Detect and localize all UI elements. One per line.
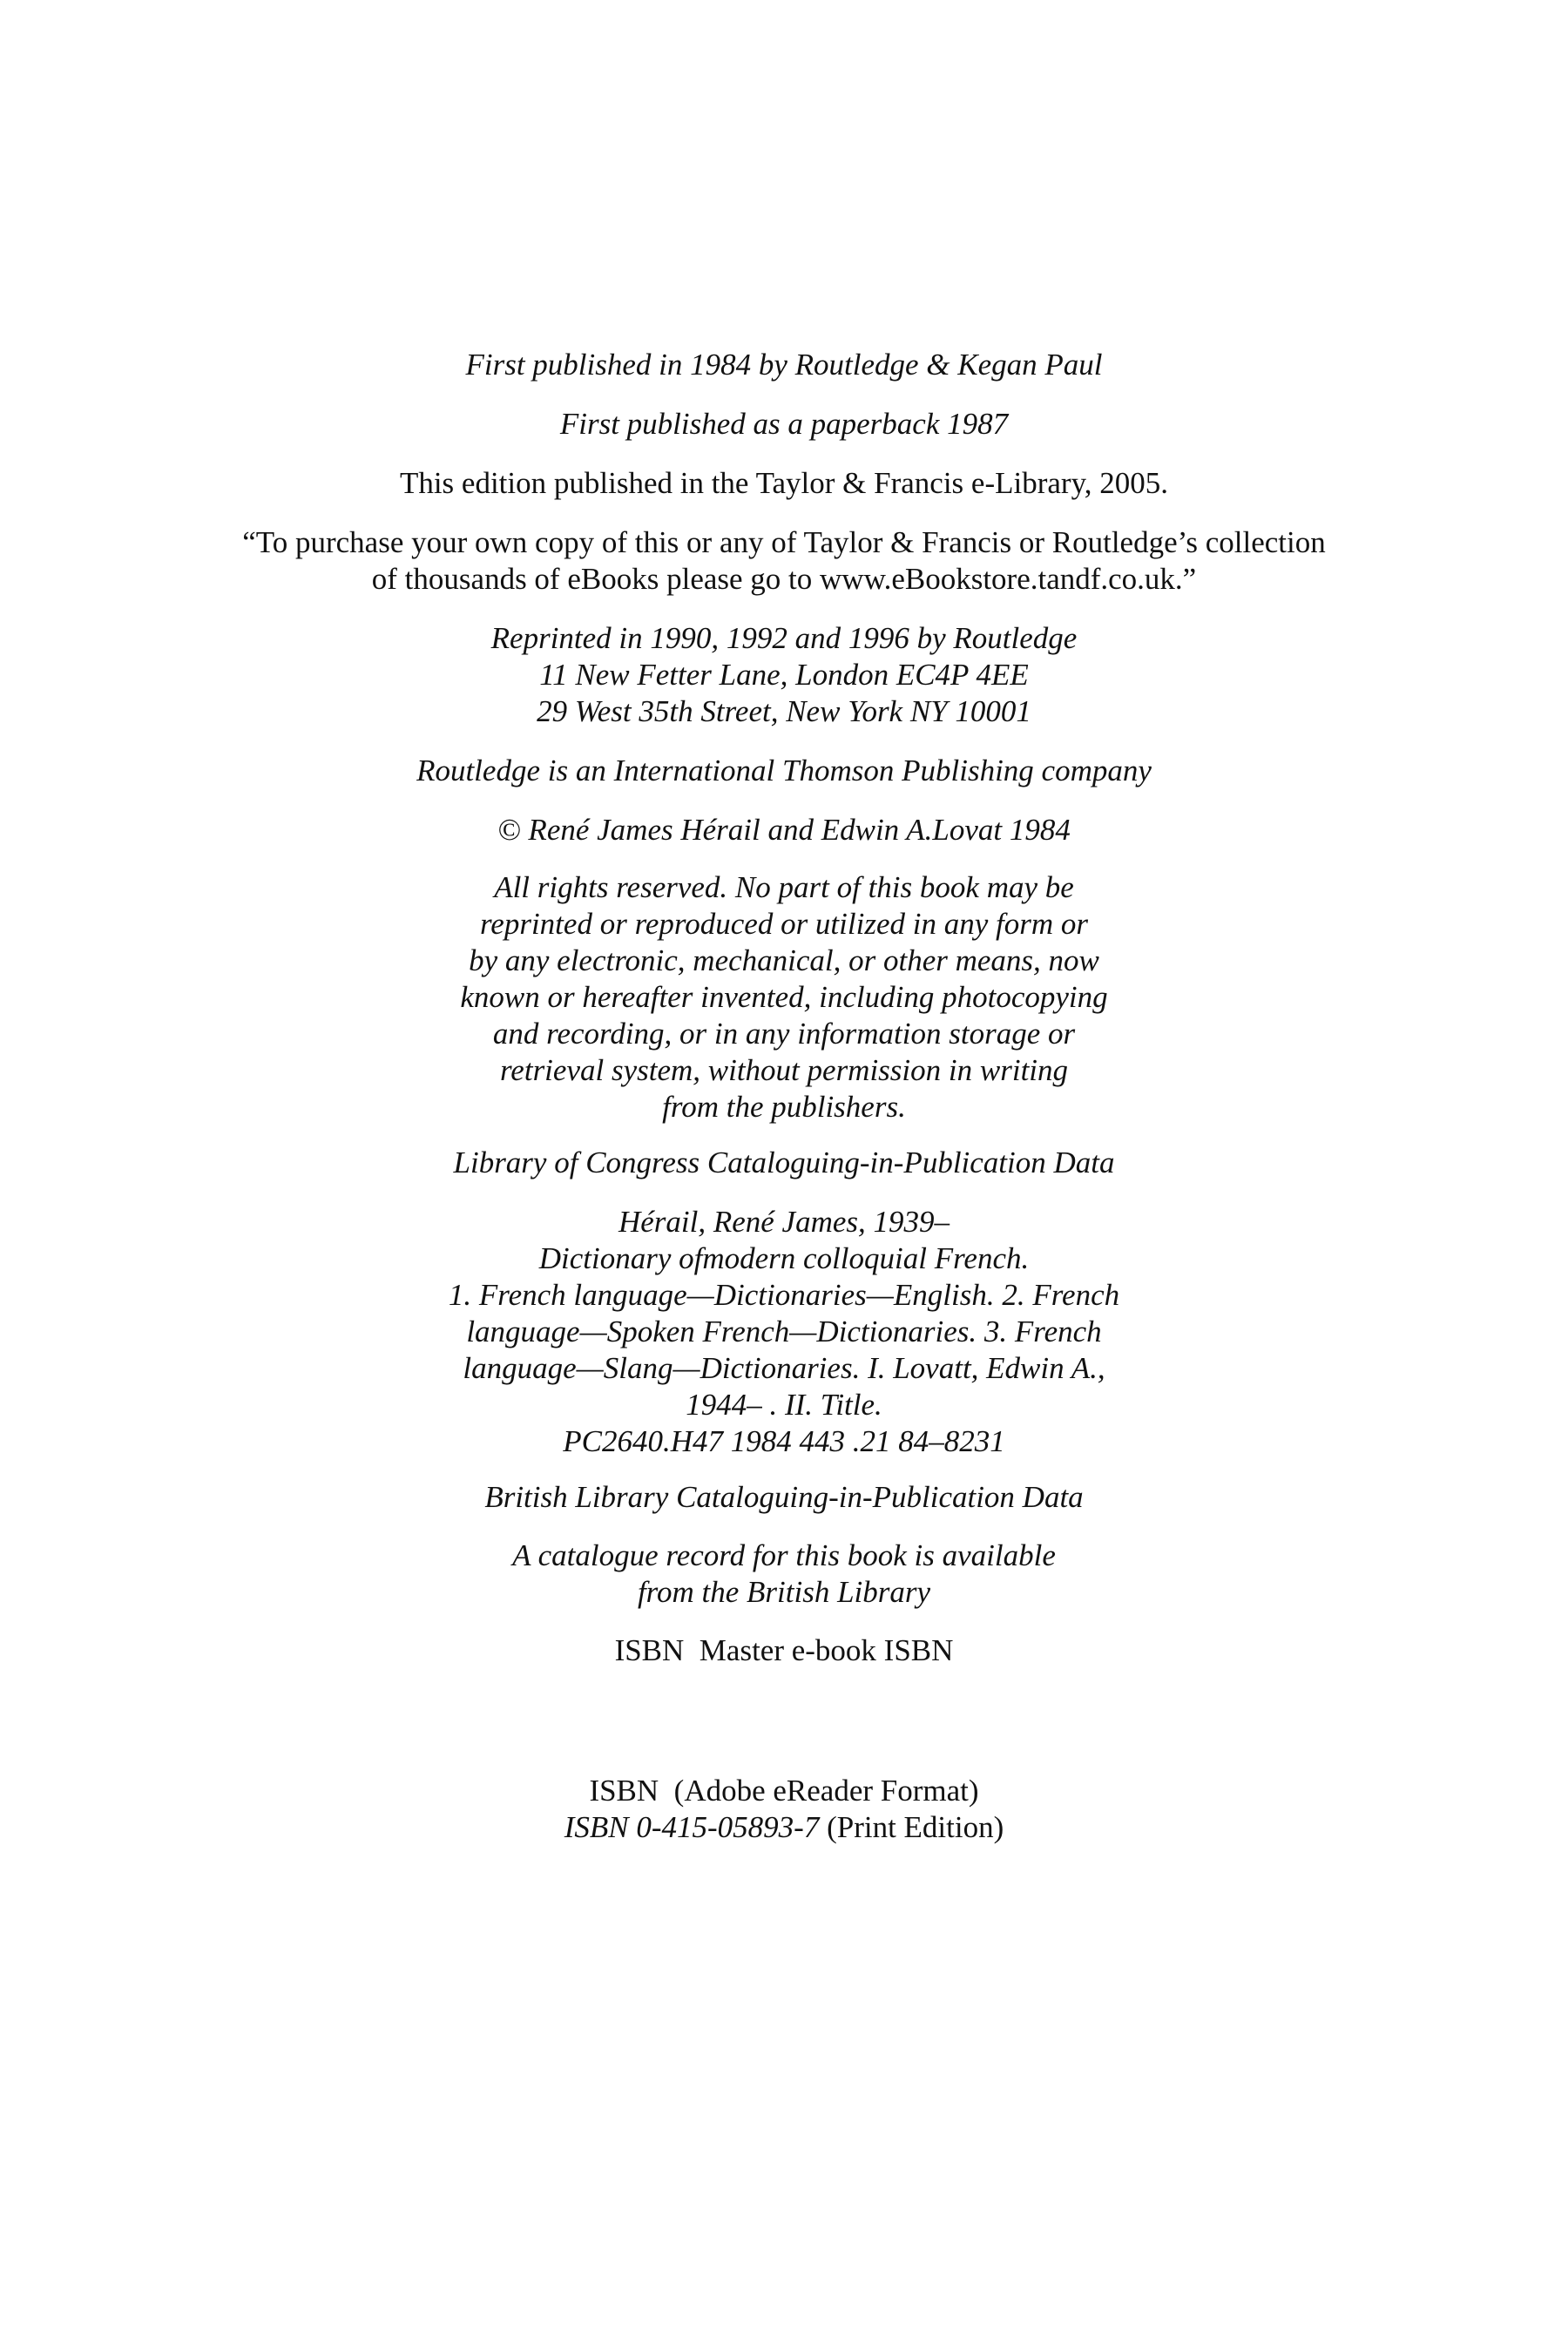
bl-record: A catalogue record for this book is available from the British Library (512, 1538, 1056, 1609)
isbn-master-line: ISBN Master e-book ISBN (614, 1633, 954, 1667)
edition-line: This edition published in the Taylor & Francis e-Library, 2005. (399, 466, 1169, 500)
loc-heading: Library of Congress Cataloguing-in-Publication Data (453, 1146, 1115, 1179)
reprint-info: Reprinted in 1990, 1992 and 1996 by Routledge 11 New Fetter Lane, London EC4P 4EE 29 West 35th Street, New York NY 10001 (490, 621, 1078, 728)
isbn-print-number: ISBN 0-415-05893-7 (564, 1810, 820, 1844)
rights-notice: All rights reserved. No part of this book may be reprinted or reproduced or utilized in any form or by any electronic, mechanical, or other means, now known or hereafter invented, including photocopying and recording, or in any information storage or retrieval system, without permission in writing from the publishers. (460, 870, 1108, 1124)
loc-record: Hérail, René James, 1939– Dictionary ofmodern colloquial French. 1. French language—Dictionaries—English. 2. French language—Spoken French—Dictionaries. 3. French language—Slang—Dictionaries. I. Lovatt, Edwin A., 1944– . II. Title. PC2640.H47 1984 443 .21 84–8231 (448, 1205, 1120, 1458)
bl-heading: British Library Cataloguing-in-Publication Data (484, 1480, 1084, 1514)
isbn-print-line (0, 1809, 1568, 1846)
company-note: Routledge is an International Thomson Publishing company (416, 754, 1152, 787)
copyright-line: © René James Hérail and Edwin A.Lovat 1984 (497, 813, 1071, 847)
paperback-line: First published as a paperback 1987 (559, 407, 1009, 441)
isbn-print-format: (Print Edition) (827, 1810, 1004, 1844)
isbn-adobe-line: ISBN (Adobe eReader Format) (589, 1774, 979, 1808)
purchase-notice: “To purchase your own copy of this or any of Taylor & Francis or Routledge’s collection of thousands of eBooks please go to www.eBookstore.tandf.co.uk.” (242, 525, 1326, 596)
first-published-line: First published in 1984 by Routledge & Kegan Paul (465, 348, 1103, 382)
